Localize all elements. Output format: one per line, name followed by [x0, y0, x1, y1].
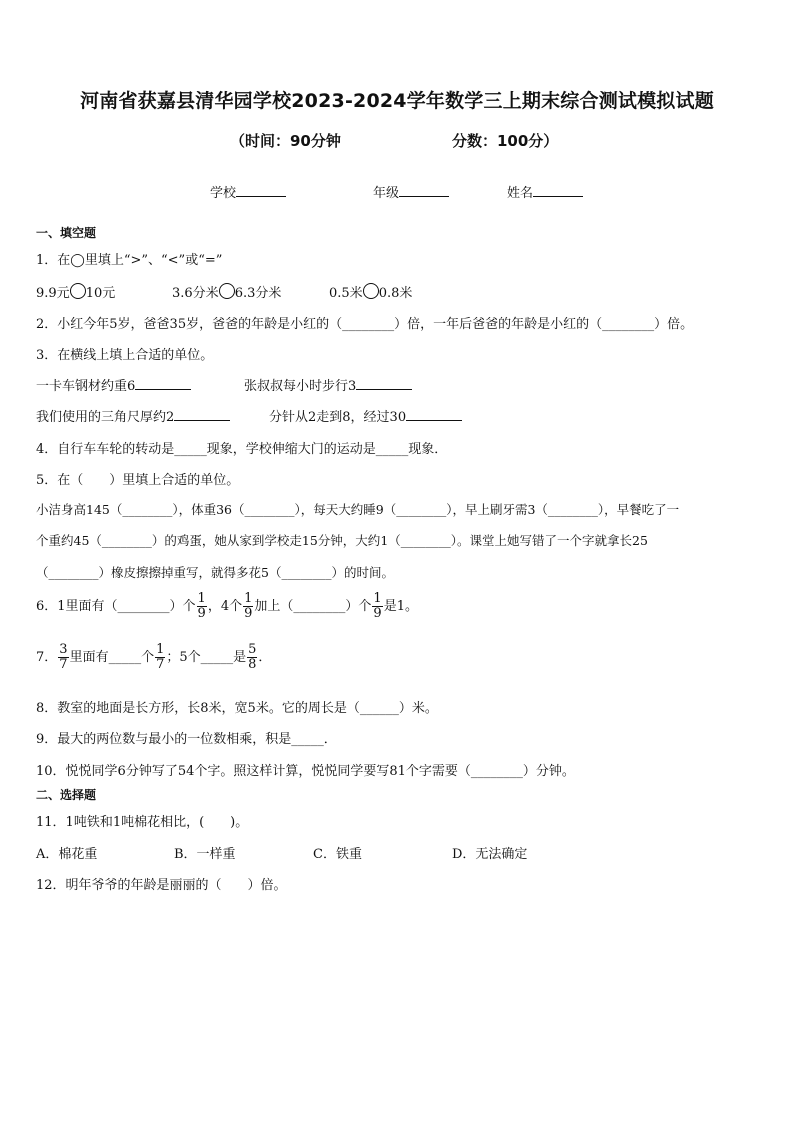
compare-left: 3.6分米 — [172, 286, 219, 301]
compare-circle[interactable] — [363, 283, 379, 299]
compare-right: 10元 — [85, 286, 116, 301]
fraction-one-ninth — [372, 592, 382, 621]
question-7-part-3: ． — [258, 650, 272, 665]
question-3-a-text: 一卡车钢材约重6 — [36, 379, 136, 394]
fraction-numerator: 5 — [248, 642, 257, 657]
compare-right: 6.3分米 — [234, 286, 282, 301]
question-1-compare-b — [172, 282, 281, 301]
compare-left: 0.5米 — [329, 286, 363, 301]
school-label: 学校 — [210, 186, 237, 201]
fraction-denominator: 7 — [59, 657, 68, 672]
page-title: 河南省获嘉县清华园学校2023-2024学年数学三上期末综合测试模拟试题 — [80, 90, 714, 112]
question-1-compare-c — [329, 282, 412, 301]
answer-blank[interactable] — [356, 376, 412, 390]
fraction-one-ninth — [243, 592, 253, 621]
fraction-one-seventh — [155, 643, 165, 672]
question-6 — [36, 592, 418, 621]
fraction-numerator: 1 — [373, 591, 382, 606]
fraction-denominator: 9 — [197, 606, 206, 621]
compare-left: 9.9元 — [36, 286, 70, 301]
grade-label: 年级 — [373, 186, 400, 201]
section-heading-choice: 二、选择题 — [36, 788, 97, 802]
question-5-line-2: 个重约45（________）的鸡蛋，她从家到学校走15分钟，大约1（________）。课堂上她写错了一个字就拿长25 — [36, 533, 648, 548]
answer-blank[interactable] — [406, 407, 462, 421]
question-2: 2．小红今年5岁，爸爸35岁，爸爸的年龄是小红的（________）倍，一年后爸爸的年龄是小红的（________）倍。 — [36, 317, 694, 332]
question-7-part-1: 里面有_____个 — [69, 650, 155, 665]
school-blank[interactable] — [236, 183, 286, 197]
question-8: 8．教室的地面是长方形，长8米，宽5米。它的周长是（______）米。 — [36, 701, 438, 716]
question-11: 11．1吨铁和1吨棉花相比，( )。 — [36, 815, 249, 830]
fraction-numerator: 3 — [59, 642, 68, 657]
question-3-b — [244, 375, 412, 394]
compare-circle[interactable] — [70, 283, 86, 299]
exam-time: （时间：90分钟 — [230, 132, 341, 150]
exam-score: 分数：100分） — [452, 132, 559, 150]
name-field — [507, 182, 583, 201]
grade-field — [373, 182, 449, 201]
fraction-numerator: 1 — [156, 642, 165, 657]
question-5: 5．在（ ）里填上合适的单位。 — [36, 473, 240, 488]
question-5-line-3: （________）橡皮擦擦掉重写，就得多花5（________）的时间。 — [36, 565, 394, 580]
question-7-number: 7． — [36, 650, 58, 665]
question-4: 4．自行车车轮的转动是_____现象，学校伸缩大门的运动是_____现象． — [36, 442, 448, 457]
option-c[interactable]: C．铁重 — [313, 847, 362, 862]
name-blank[interactable] — [533, 183, 583, 197]
fraction-one-ninth — [197, 592, 207, 621]
grade-blank[interactable] — [399, 183, 449, 197]
question-5-line-1: 小洁身高145（________），体重36（________），每天大约睡9（________），早上刷牙需3（________），早餐吃了一 — [36, 502, 680, 517]
fraction-denominator: 9 — [373, 606, 382, 621]
question-1: 1．在◯里填上“>”、“<”或“=” — [36, 253, 223, 268]
question-9: 9．最大的两位数与最小的一位数相乘，积是_____． — [36, 732, 337, 747]
answer-blank[interactable] — [174, 407, 230, 421]
option-d[interactable]: D．无法确定 — [452, 847, 528, 862]
question-6-part-4: 是1。 — [383, 599, 418, 614]
question-3-d — [269, 406, 462, 425]
fraction-numerator: 1 — [244, 591, 253, 606]
question-12: 12．明年爷爷的年龄是丽丽的（ ）倍。 — [36, 878, 287, 893]
fraction-numerator: 1 — [197, 591, 206, 606]
question-6-part-1: 6．1里面有（________）个 — [36, 599, 196, 614]
question-7-part-2: ；5个_____是 — [166, 650, 247, 665]
question-10: 10．悦悦同学6分钟写了54个字。照这样计算，悦悦同学要写81个字需要（________）分钟。 — [36, 764, 575, 779]
question-3: 3．在横线上填上合适的单位。 — [36, 348, 214, 363]
compare-circle[interactable] — [219, 283, 235, 299]
school-field — [210, 182, 286, 201]
fraction-denominator: 9 — [244, 606, 253, 621]
compare-right: 0.8米 — [378, 286, 413, 301]
answer-blank[interactable] — [135, 376, 191, 390]
fraction-three-sevenths — [58, 643, 68, 672]
fraction-denominator: 8 — [248, 657, 257, 672]
fraction-five-eighths — [247, 643, 257, 672]
question-3-c-text: 我们使用的三角尺厚约2 — [36, 410, 175, 425]
question-3-d-text: 分针从2走到8，经过30 — [269, 410, 407, 425]
fraction-denominator: 7 — [156, 657, 165, 672]
name-label: 姓名 — [507, 186, 534, 201]
section-heading-fill: 一、填空题 — [36, 226, 97, 240]
option-b[interactable]: B．一样重 — [174, 847, 236, 862]
question-3-a — [36, 375, 191, 394]
question-7 — [36, 643, 271, 672]
question-1-compare-a — [36, 282, 115, 301]
question-3-c — [36, 406, 230, 425]
question-6-part-3: 加上（________）个 — [254, 599, 372, 614]
option-a[interactable]: A．棉花重 — [36, 847, 98, 862]
question-3-b-text: 张叔叔每小时步行3 — [244, 379, 357, 394]
question-6-part-2: ，4个 — [207, 599, 243, 614]
